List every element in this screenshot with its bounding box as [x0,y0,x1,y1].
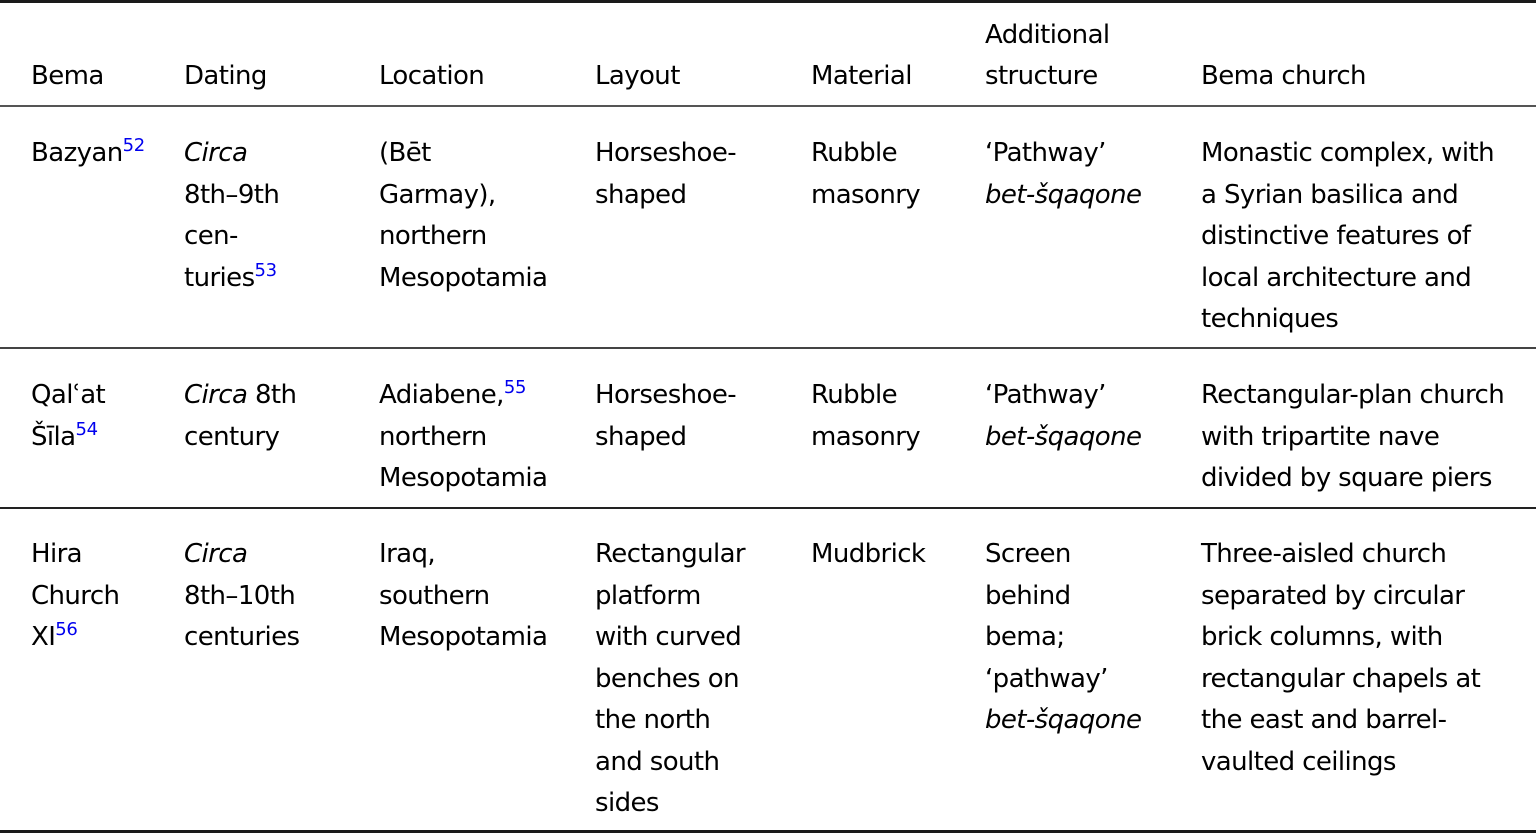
dating-circa: Circa [184,539,248,569]
location-line: Iraq, [379,539,436,569]
layout-line: shaped [595,421,687,452]
footnote-link[interactable]: 53 [254,259,277,281]
church-line: distinctive features of [1201,221,1471,251]
layout-line: sides [595,788,659,818]
dating-line: cen- [184,221,238,251]
location-line: northern [379,221,487,251]
header-rule [0,105,1536,107]
layout-line: shaped [595,179,687,210]
structure-term: bet-šqaqone [985,421,1142,452]
structure-line: ‘pathway’ [985,663,1108,694]
church-line: separated by circular [1201,580,1465,611]
table-top-rule [0,0,1536,3]
dating-line: 8th–10th [184,580,296,611]
cell-layout [595,133,795,216]
dating-line: century [184,421,280,452]
material-line: Rubble [811,380,898,410]
material-line: Rubble [811,138,898,168]
structure-line: behind [985,580,1071,611]
church-line: brick columns, with [1201,622,1443,652]
layout-line: platform [595,580,701,611]
dating-line: 8th [247,380,297,410]
layout-line: Horseshoe- [595,380,736,410]
cell-bema-church [1201,133,1531,341]
cell-bema [31,375,176,458]
structure-line: Screen [985,539,1071,569]
cell-bema [31,534,176,659]
layout-line: Rectangular [595,539,746,569]
church-line: Three-aisled church [1201,539,1447,569]
layout-line: with curved [595,622,742,652]
layout-line: the north [595,705,711,735]
church-line: with tripartite nave [1201,421,1440,452]
location-line: Garmay), [379,179,496,210]
cell-bema [31,133,176,175]
church-line: vaulted ceilings [1201,746,1396,777]
cell-additional-structure [985,534,1190,742]
church-line: techniques [1201,304,1339,334]
dating-line: centuries [184,622,300,652]
location-line: Mesopotamia [379,463,548,493]
row-divider [0,347,1536,349]
cell-material [811,534,976,576]
cell-location [379,375,584,500]
location-line: Adiabene, [379,380,504,410]
cell-material [811,375,976,458]
cell-dating [184,133,369,299]
structure-term: bet-šqaqone [985,705,1142,735]
footnote-link[interactable]: 54 [75,418,98,440]
cell-bema-church [1201,375,1531,500]
header-additional-structure-line2: structure [985,61,1098,91]
bema-name-line: XI [31,622,56,652]
layout-line: benches on [595,663,739,694]
location-line: southern [379,580,490,611]
cell-bema-church [1201,534,1531,783]
church-line: the east and barrel- [1201,705,1447,735]
cell-layout [595,375,795,458]
header-location: Location [379,61,485,91]
footnote-link[interactable]: 55 [503,377,527,398]
bema-name-line: Hira [31,539,82,569]
bema-name-line: Qalʿat [31,380,106,410]
header-layout: Layout [595,61,680,91]
cell-layout [595,534,795,825]
layout-line: and south [595,746,720,777]
footnote-link[interactable]: 56 [55,619,78,640]
bema-name-line: Šīla [31,421,76,452]
cell-material [811,133,976,216]
cell-location [379,534,584,659]
church-line: divided by square piers [1201,463,1492,493]
footnote-link[interactable]: 52 [122,135,145,156]
material-line: Mudbrick [811,539,926,569]
cell-dating [184,375,369,458]
church-line: rectangular chapels at [1201,663,1481,694]
location-line: (Bēt [379,138,431,168]
cell-additional-structure [985,375,1190,458]
dating-circa: Circa [184,138,248,168]
location-line: northern [379,421,487,452]
structure-line: ‘Pathway’ [985,138,1106,168]
structure-line: ‘Pathway’ [985,380,1106,410]
dating-line: 8th–9th [184,179,280,210]
bema-name-line: Church [31,580,120,611]
material-line: masonry [811,179,921,210]
header-bema-church: Bema church [1201,61,1366,91]
cell-location [379,133,584,299]
table-bottom-rule [0,830,1536,833]
church-line: local architecture and [1201,262,1472,293]
bema-name: Bazyan [31,138,123,168]
church-line: Rectangular-plan church [1201,380,1505,410]
header-additional-structure [985,15,1190,97]
header-dating: Dating [184,61,267,91]
location-line: Mesopotamia [379,622,548,652]
church-line: Monastic complex, with [1201,138,1494,168]
structure-term: bet-šqaqone [985,179,1142,210]
material-line: masonry [811,421,921,452]
church-line: a Syrian basilica and [1201,179,1459,210]
header-bema: Bema [31,61,104,91]
row-divider [0,507,1536,509]
cell-dating [184,534,369,659]
dating-line: turies [184,262,255,293]
header-additional-structure-line1: Additional [985,20,1110,50]
layout-line: Horseshoe- [595,138,736,168]
dating-circa: Circa [184,380,248,410]
structure-line: bema; [985,622,1065,652]
header-material: Material [811,61,912,91]
location-line: Mesopotamia [379,262,548,293]
cell-additional-structure [985,133,1190,216]
